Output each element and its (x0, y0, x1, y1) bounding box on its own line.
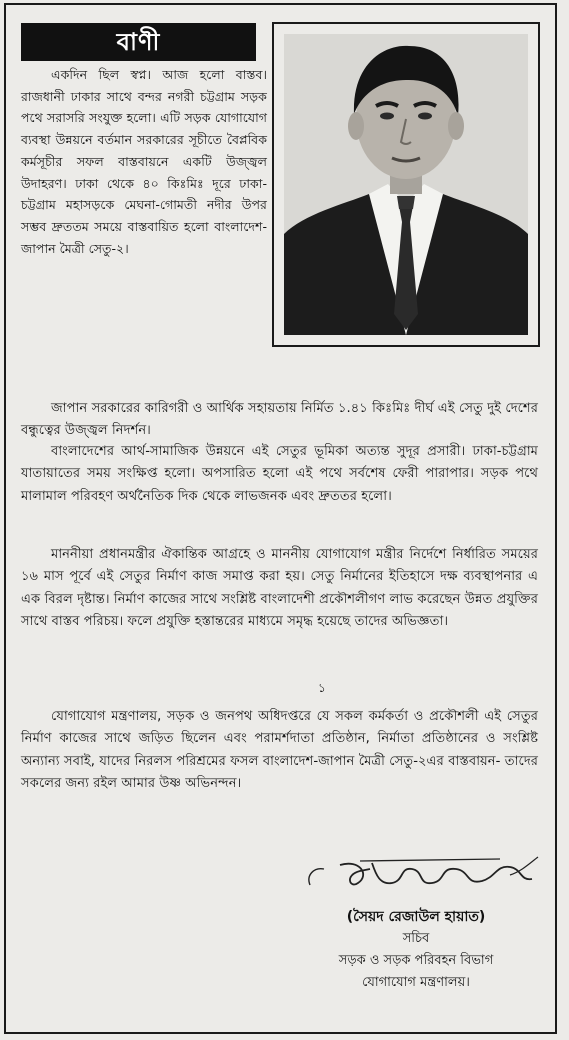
handwritten-signature (300, 845, 550, 900)
portrait-photo (272, 22, 540, 347)
signatory-ministry: যোগাযোগ মন্ত্রণালয়। (362, 975, 470, 990)
signatory-name: (সৈয়দ রেজাউল হায়াত) (346, 909, 486, 925)
paragraph-congratulations: যোগাযোগ মন্ত্রণালয়, সড়ক ও জনপথ অধিদপ্তরে যে সকল কর্মকর্তা ও প্রকৌশলী এই সেতুর নির্মাণ কাজের সাথে জড়িত ছিলেন এবং পরামর্শদাতা প্রতিষ্ঠান, নির্মাতা প্রতিষ্ঠানের ও সংশ্লিষ্ট অন্যান্য সবাই, যাদের নিরলস পরিশ্রমের ফসল বাংলাদেশ-জাপান মৈত্রী সেতু-২এর বাস্তবায়ন- তাদের সকলের জন্য রইল আমার উষ্ণ অভিনন্দন। (21, 709, 538, 792)
stray-mark: ১ (318, 681, 326, 695)
signatory-designation: সচিব (402, 931, 430, 946)
signatory-department: সড়ক ও সড়ক পরিবহন বিভাগ (338, 953, 494, 968)
paragraph-socioeconomic: বাংলাদেশের আর্থ-সামাজিক উন্নয়নে এই সেতুর ভূমিকা অত্যন্ত সুদূর প্রসারী। ঢাকা-চট্টগ্রাম যাতায়াতের সময় সংক্ষিপ্ত হলো। অপসারিত হলো এই পথে সর্বশেষ ফেরী পারাপার। সড়ক পথে মালামাল পরিবহণ অর্থনৈতিক দিক থেকে লাভজনক এবং দ্রুততর হলো। (21, 444, 538, 504)
paragraph-early-completion: মাননীয়া প্রধানমন্ত্রীর ঐকান্তিক আগ্রহে ও মাননীয় যোগাযোগ মন্ত্রীর নির্দেশে নির্ধারিত সময়ের ১৬ মাস পূর্বে এই সেতুর নির্মাণ কাজ সমাপ্ত করা হয়। সেতু নির্মানের ইতিহাসে দক্ষ ব্যবস্থাপনার এ এক বিরল দৃষ্টান্ত। নির্মাণ কাজের সাথে সংশ্লিষ্ট বাংলাদেশী প্রকৌশলীগণ লাভ করেছেন উন্নত প্রযুক্তির সাথে বাস্তব পরিচয়। ফলে প্রযুক্তি হস্তান্তরের মাধ্যমে সমৃদ্ধ হয়েছে তাদের অভিজ্ঞতা। (21, 547, 538, 630)
page-title: বাণী (21, 23, 256, 61)
paragraph-japan-support: জাপান সরকারের কারিগরী ও আর্থিক সহায়তায় নির্মিত ১.৪১ কিঃমিঃ দীর্ঘ এই সেতু দুই দেশের বন্ধুত্বের উজ্জ্বল নিদর্শন। (21, 401, 538, 439)
signature-block (292, 906, 540, 994)
portrait-image (284, 34, 528, 335)
lead-paragraph: একদিন ছিল স্বপ্ন। আজ হলো বাস্তব। রাজধানী ঢাকার সাথে বন্দর নগরী চট্টগ্রাম সড়ক পথে সরাসরি সংযুক্ত হলো। এটি সড়ক যোগাযোগ ব্যবস্থা উন্নয়নে বর্তমান সরকারের সূচীতে বৈপ্লবিক কর্মসূচীর সফল বাস্তবায়নে একটি উজ্জ্বল উদাহরণ। ঢাকা থেকে ৪০ কিঃমিঃ দূরে ঢাকা-চট্টগ্রাম মহাসড়কে মেঘনা-গোমতী নদীর উপর সম্ভব দ্রুততম সময়ে বাস্তবায়িত হলো বাংলাদেশ-জাপান মৈত্রী সেতু-২। (21, 67, 267, 256)
